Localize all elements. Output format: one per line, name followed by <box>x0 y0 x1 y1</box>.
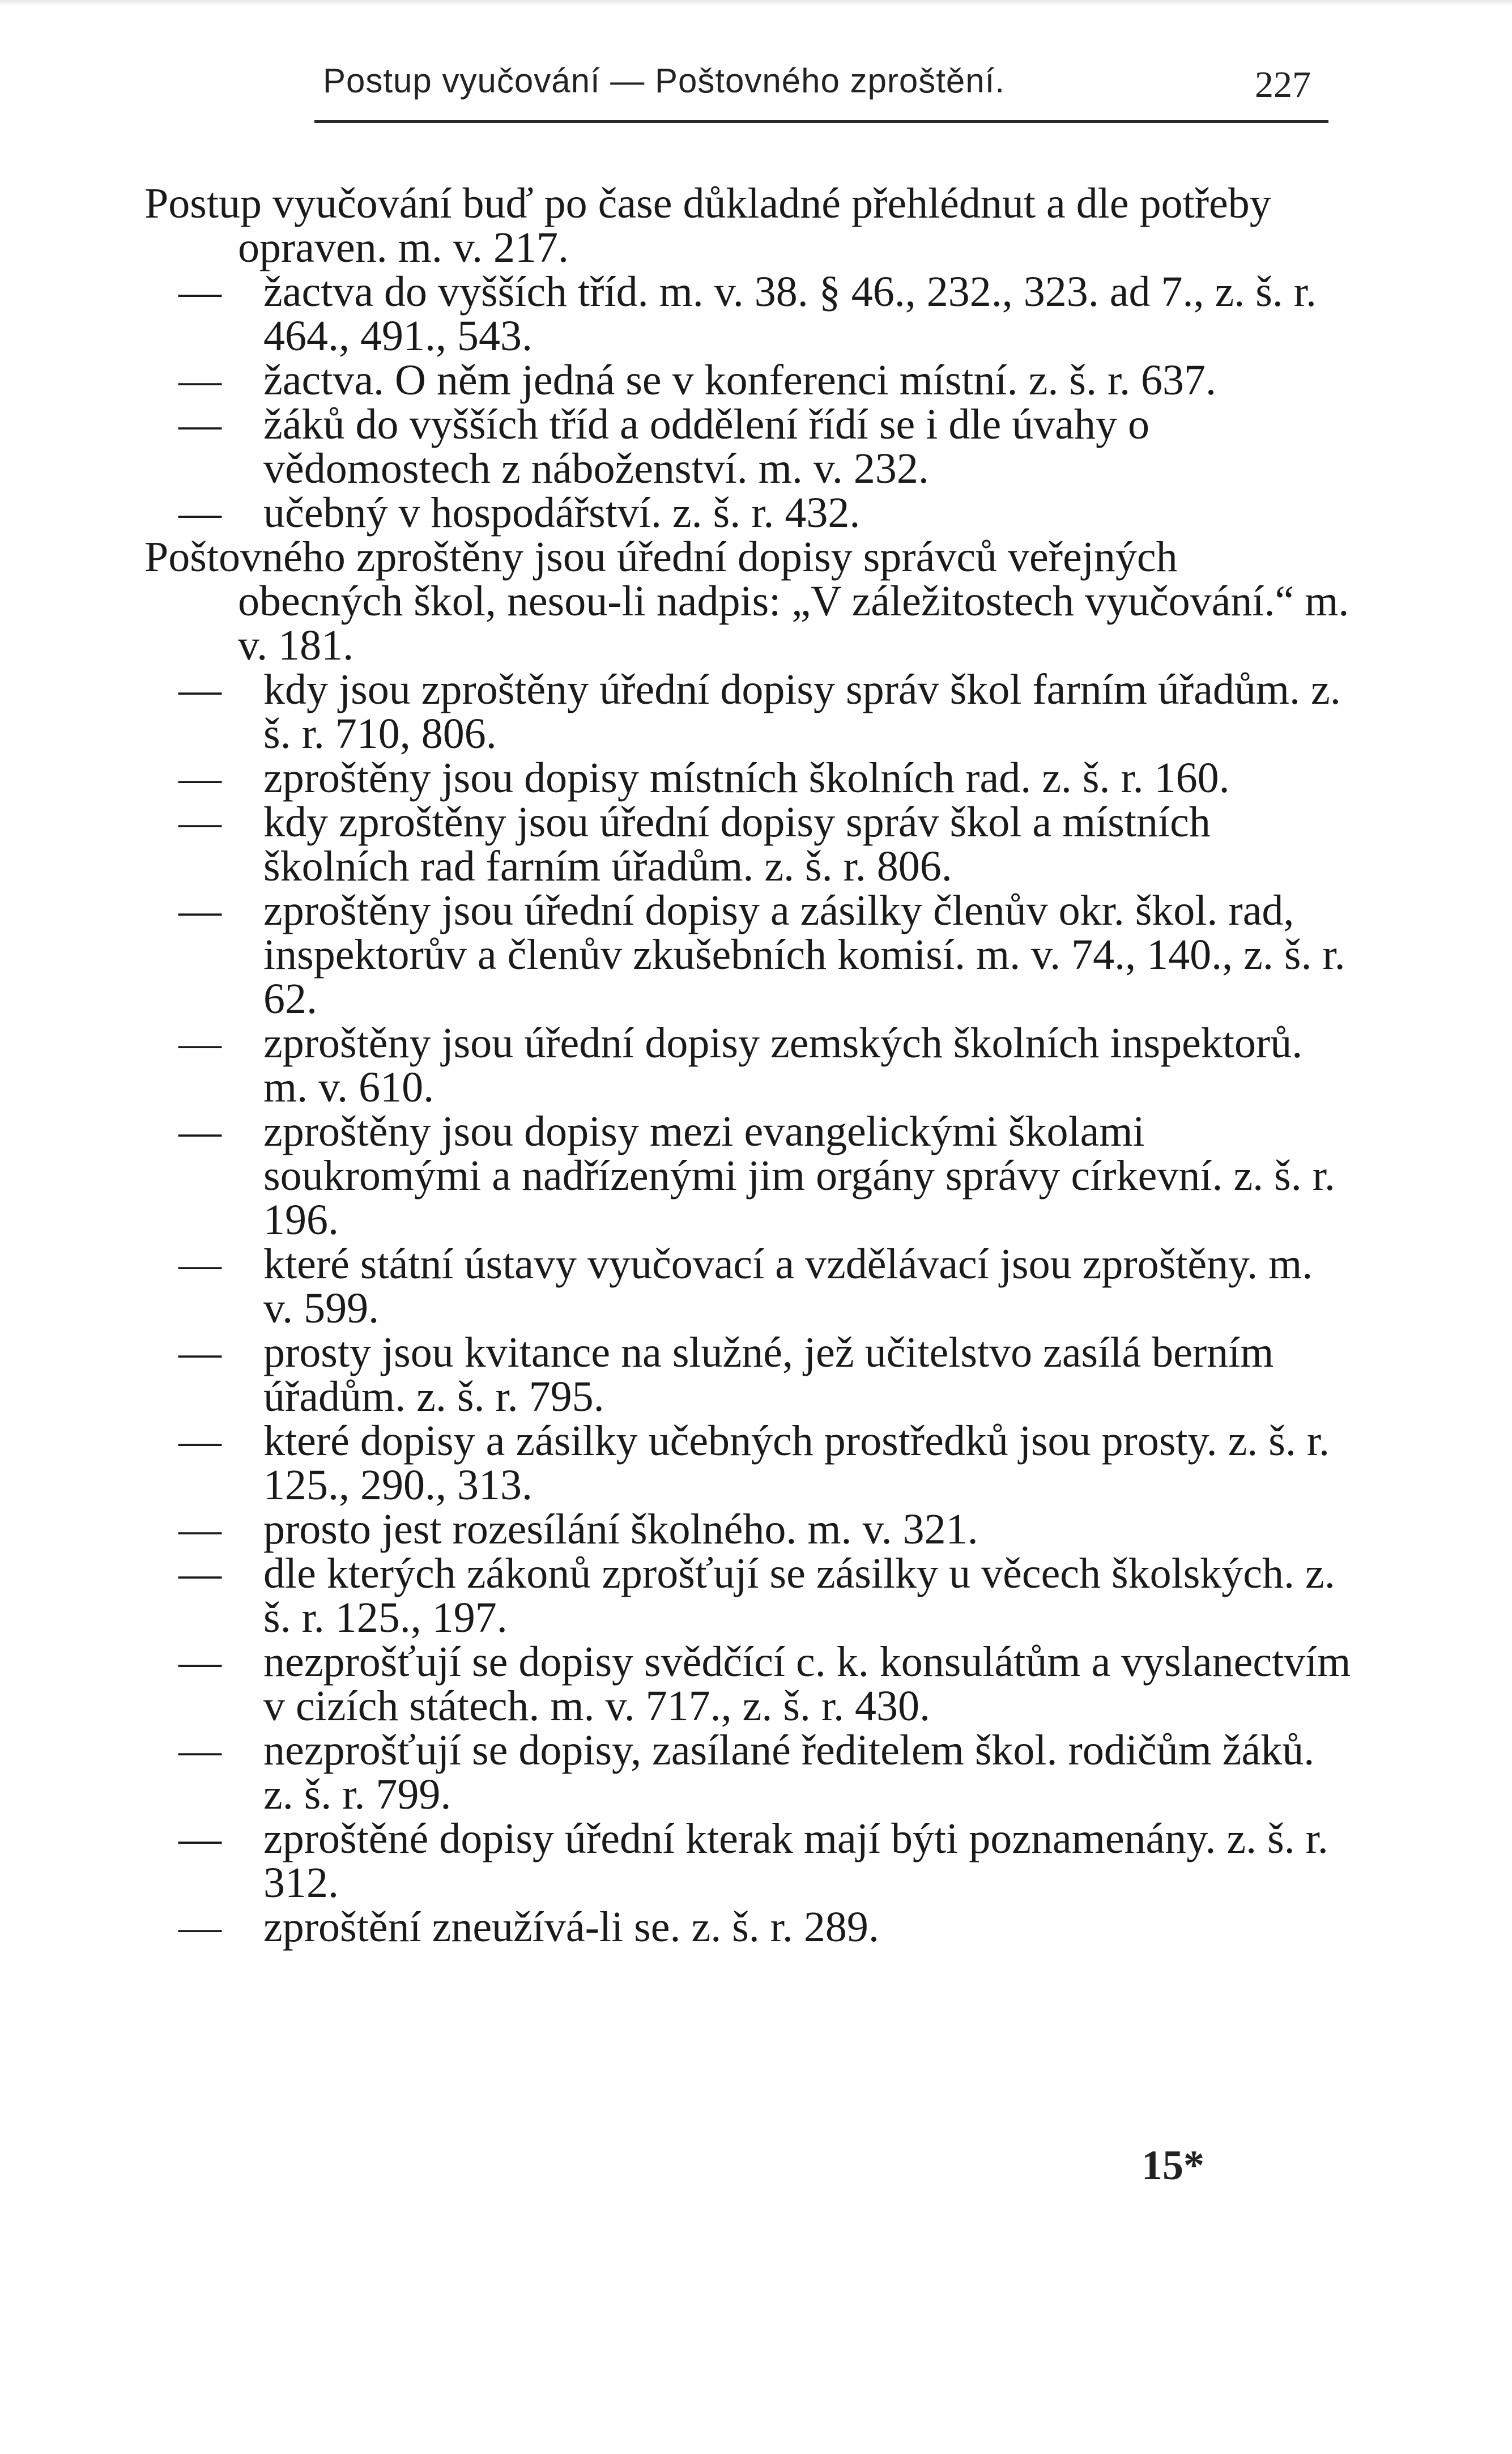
sub-entry <box>144 888 1351 1021</box>
entry-text: které dopisy a zásilky učebných prostředků jsou prosty. z. š. r. 125., 290., 313. <box>263 1417 1330 1509</box>
entry-text: nezprošťují se dopisy svědčící c. k. konsulátům a vyslanectvím v cizích státech. m. v. 717., z. š. r. 430. <box>263 1638 1351 1730</box>
sub-entry <box>144 1640 1351 1728</box>
page-edge <box>0 0 1512 6</box>
sub-entry <box>144 491 1351 535</box>
entry-text: žáků do vyšších tříd a oddělení řídí se i dle úvahy o vědomostech z náboženství. m. v. 232. <box>263 401 1149 492</box>
signature-mark: 15* <box>1142 2142 1204 2189</box>
entry-text: dle kterých zákonů zprošťují se zásilky u věcech školských. z. š. r. 125., 197. <box>263 1550 1335 1641</box>
sub-entry <box>144 1330 1351 1419</box>
entry-dash: — <box>178 1019 222 1067</box>
entry-dash: — <box>178 1638 222 1686</box>
entry-dash: — <box>178 1726 222 1774</box>
entry-dash: — <box>178 1108 222 1155</box>
page-number: 227 <box>1255 64 1311 105</box>
entry-dash: — <box>178 401 222 448</box>
entry-dash: — <box>178 1903 222 1951</box>
sub-entry <box>144 1551 1351 1640</box>
main-entry <box>144 535 1351 667</box>
sub-entry <box>144 800 1351 888</box>
entry-dash: — <box>178 489 222 537</box>
sub-entry <box>144 1905 1351 1949</box>
entry-text: Postup vyučování buď po čase důkladné přehlédnut a dle potřeby opraven. m. v. 217. <box>144 180 1271 271</box>
entry-text: zproštěny jsou úřední dopisy a zásilky členův okr. škol. rad, inspektorův a členův zkušebních komisí. m. v. 74., 140., z. š. r. 62. <box>263 887 1345 1023</box>
sub-entry <box>144 756 1351 800</box>
sub-entry <box>144 402 1351 491</box>
entry-text: zproštěné dopisy úřední kterak mají býti poznamenány. z. š. r. 312. <box>263 1815 1328 1907</box>
entry-dash: — <box>178 1329 222 1376</box>
entry-text: žactva. O něm jedná se v konferenci místní. z. š. r. 637. <box>263 356 1217 404</box>
entry-text: zproštění zneužívá-li se. z. š. r. 289. <box>263 1903 879 1951</box>
entry-text: Poštovného zproštěny jsou úřední dopisy správců veřejných obecných škol, nesou-li nadpis: „V záležitostech vyučování.“ m. v. 181. <box>144 533 1349 669</box>
entry-text: které státní ústavy vyučovací a vzdělávací jsou zproštěny. m. v. 599. <box>263 1240 1313 1332</box>
main-entry <box>144 181 1351 270</box>
sub-entry <box>144 358 1351 402</box>
entry-text: prosty jsou kvitance na služné, jež učitelstvo zasílá berním úřadům. z. š. r. 795. <box>263 1329 1274 1420</box>
entry-text: kdy zproštěny jsou úřední dopisy správ škol a místních školních rad farním úřadům. z. š. r. 806. <box>263 798 1211 890</box>
entry-text: nezprošťují se dopisy, zasílané ředitelem škol. rodičům žáků. z. š. r. 799. <box>263 1726 1315 1818</box>
entry-text: zproštěny jsou dopisy místních školních rad. z. š. r. 160. <box>263 754 1230 802</box>
sub-entry <box>144 1419 1351 1507</box>
entry-dash: — <box>178 1815 222 1862</box>
entry-dash: — <box>178 1417 222 1465</box>
entry-text: zproštěny jsou úřední dopisy zemských školních inspektorů. m. v. 610. <box>263 1019 1303 1111</box>
entry-dash: — <box>178 887 222 934</box>
sub-entry <box>144 270 1351 358</box>
sub-entry <box>144 1021 1351 1109</box>
running-head-title: Postup vyučování — Poštovného zproštění. <box>323 62 1005 100</box>
entry-text: učebný v hospodářství. z. š. r. 432. <box>263 489 861 537</box>
entry-dash: — <box>178 268 222 316</box>
sub-entry <box>144 1109 1351 1242</box>
index-entries <box>144 181 1351 1949</box>
entry-dash: — <box>178 1550 222 1597</box>
entry-dash: — <box>178 1505 222 1553</box>
entry-text: zproštěny jsou dopisy mezi evangelickými školami soukromými a nadřízenými jim orgány správy církevní. z. š. r. 196. <box>263 1108 1335 1244</box>
sub-entry <box>144 667 1351 756</box>
entry-dash: — <box>178 666 222 713</box>
entry-dash: — <box>178 1240 222 1288</box>
entry-text: žactva do vyšších tříd. m. v. 38. § 46., 232., 323. ad 7., z. š. r. 464., 491., 543. <box>263 268 1317 360</box>
header-rule <box>314 120 1328 123</box>
running-head <box>323 51 1343 113</box>
sub-entry <box>144 1507 1351 1551</box>
entry-text: kdy jsou zproštěny úřední dopisy správ škol farním úřadům. z. š. r. 710, 806. <box>263 666 1341 758</box>
sub-entry <box>144 1728 1351 1817</box>
sub-entry <box>144 1817 1351 1905</box>
entry-dash: — <box>178 754 222 802</box>
sub-entry <box>144 1242 1351 1330</box>
entry-dash: — <box>178 798 222 846</box>
entry-text: prosto jest rozesílání školného. m. v. 321. <box>263 1505 978 1553</box>
entry-dash: — <box>178 356 222 404</box>
